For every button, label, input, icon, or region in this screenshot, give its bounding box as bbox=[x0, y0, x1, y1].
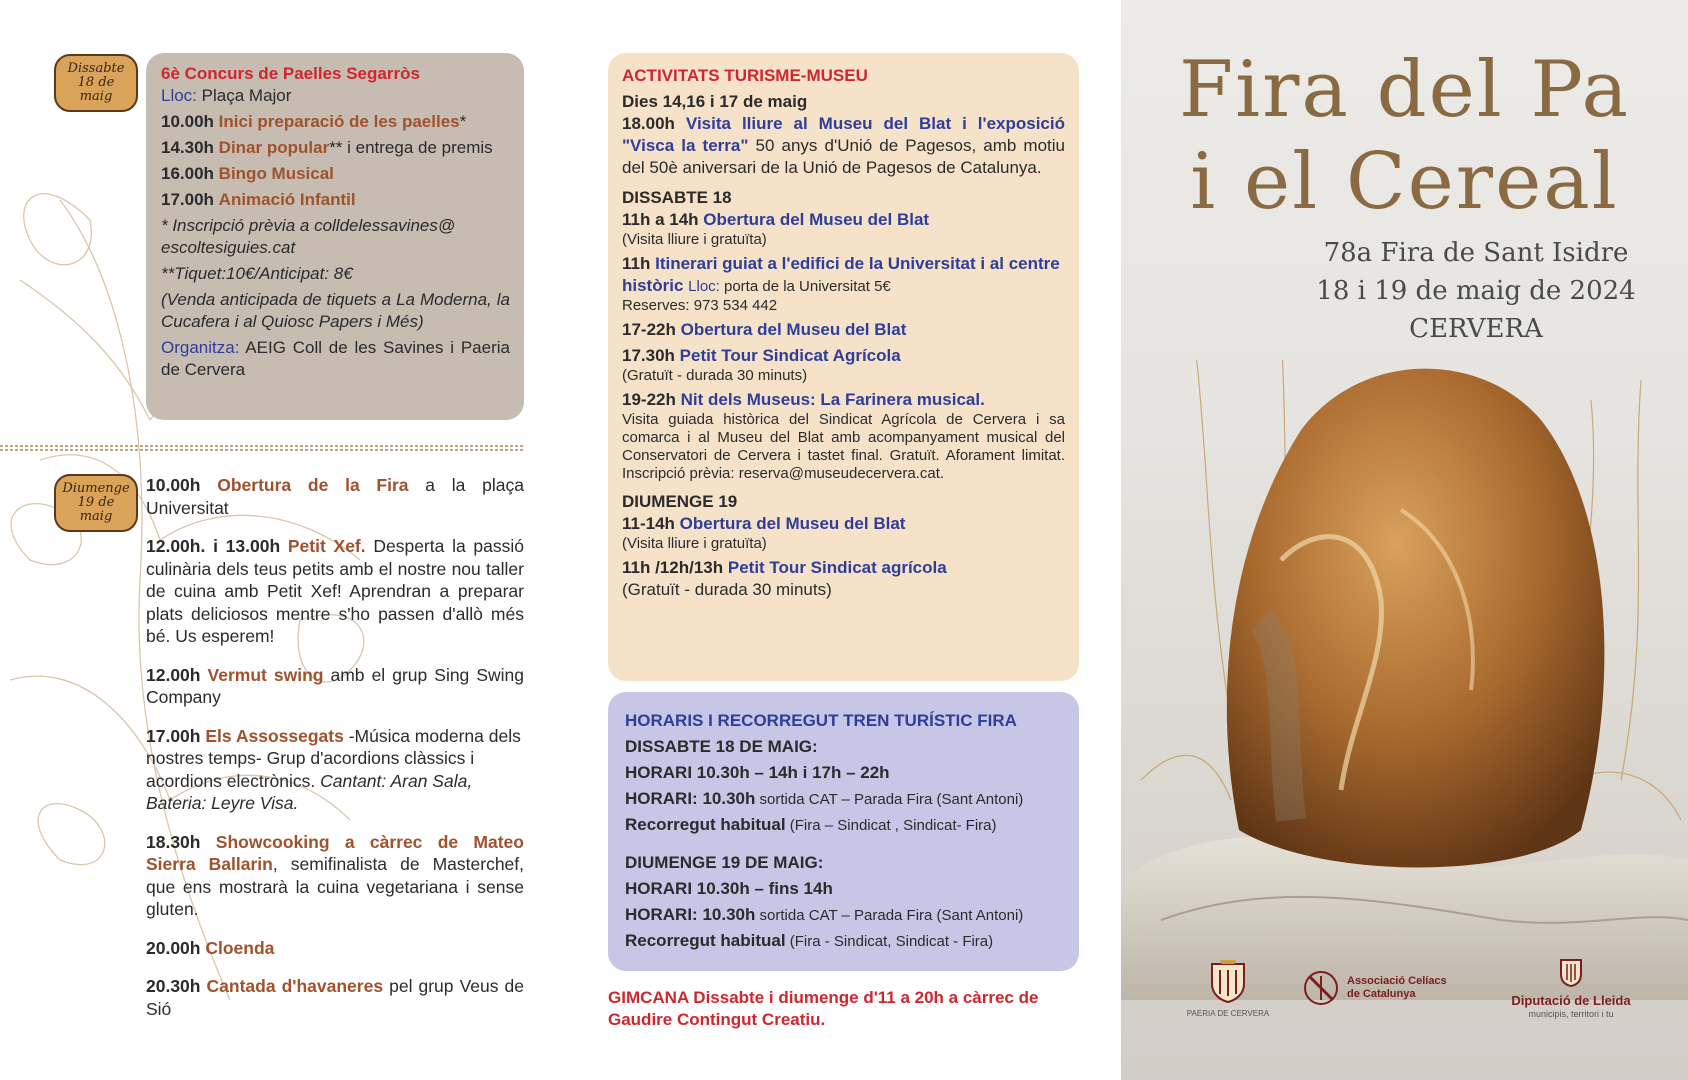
program-item: 18.30h Showcooking a càrrec de Mateo Sierra Ballarin, semifinalista de Masterchef, que ens mostrarà la cuina vegetariana i sense gluten. bbox=[146, 831, 525, 919]
program-item: 12.00h. i 13.00h Petit Xef. Desperta la passió culinària dels teus petits amb el nostre nou taller de cuina amb Petit Xef! Aprendran a preparar plats deliciosos mentre s'ho passen d'allò més bé. Us esperem! bbox=[146, 536, 524, 646]
program-item: 17.00h Els Assossegats -Música moderna dels nostres temps- Grup d'acordions clàssics i acordions electrònics. Cantant: Aran Sala, Bateria: Leyre Visa. bbox=[146, 725, 521, 813]
paelles-title: 6è Concurs de Paelles Segarròs bbox=[161, 64, 420, 83]
dotted-divider bbox=[0, 444, 524, 452]
paelles-note: * Inscripció prèvia a colldelessavines@ escoltesiguies.cat bbox=[161, 216, 456, 257]
program-item: 20.00h Cloenda bbox=[146, 937, 275, 958]
badge-line: Dissabte bbox=[67, 61, 125, 76]
cover-subtitle: 78a Fira de Sant Isidre 18 i 19 de maig de 2024 CERVERA bbox=[1316, 238, 1636, 344]
paeria-logo: PAERIA DE CERVERA bbox=[1173, 958, 1283, 1018]
program-item: 20.30h Cantada d'havaneres pel grup Veus de Sió bbox=[146, 976, 524, 1019]
paelles-item: 14.30h Dinar popular** i entrega de premis bbox=[161, 138, 493, 157]
museum-item: 11h a 14h Obertura del Museu del Blat bbox=[622, 210, 930, 229]
museum-day-heading: DISSABTE 18 bbox=[622, 188, 732, 207]
paelles-item: 17.00h Animació Infantil bbox=[161, 190, 356, 209]
train-title: HORARIS I RECORREGUT TREN TURÍSTIC FIRA bbox=[625, 711, 1017, 730]
museum-item: 17-22h Obertura del Museu del Blat bbox=[622, 320, 907, 339]
celiacs-logo: Associació Celíacs de Catalunya bbox=[1301, 968, 1471, 1008]
sunday-program bbox=[146, 474, 524, 1020]
museum-note: (Gratuït - durada 30 minuts) bbox=[622, 367, 808, 384]
paelles-note: (Venda anticipada de tiquets a La Moderna, la Cucafera i al Quiosc Papers i Més) bbox=[161, 290, 510, 331]
badge-line: 18 de bbox=[77, 75, 115, 90]
museum-note: (Gratuït - durada 30 minuts) bbox=[622, 580, 832, 599]
paelles-item: 10.00h Inici preparació de les paelles* bbox=[161, 112, 467, 131]
museum-item: 19-22h Nit dels Museus: La Farinera musical. bbox=[622, 390, 985, 409]
cover-panel bbox=[1121, 0, 1688, 1080]
museum-item: 11h Itinerari guiat a l'edifici de la Universitat i al centre històric Lloc: porta de la Universitat 5€ bbox=[622, 254, 1060, 295]
program-item: 12.00h Vermut swing amb el grup Sing Swing Company bbox=[146, 664, 524, 707]
museum-day-heading: DIUMENGE 19 bbox=[622, 492, 738, 511]
museum-description: Visita guiada històrica del Sindicat Agrícola de Cervera i sa comarca i al Museu del Blat amb acompanyament musical del Conservatori de Cervera i tastet final. Gratuït. Aforament limitat. Inscripció prèvia: reserva@museudecervera.cat. bbox=[622, 411, 1065, 482]
train-schedule: HORARI 10.30h – fins 14h bbox=[625, 879, 833, 898]
museum-note: (Visita lliure i gratuïta) bbox=[622, 231, 767, 248]
sponsor-logos bbox=[1121, 950, 1688, 1060]
train-route: Recorregut habitual (Fira – Sindicat , Sindicat- Fira) bbox=[625, 815, 997, 834]
train-day: DISSABTE 18 DE MAIG: bbox=[625, 737, 818, 756]
museum-item: 18.00h Visita lliure al Museu del Blat i l'exposició "Visca la terra" 50 anys d'Unió de Pagesos, amb motiu del 50è aniversari de la Unió de Pagesos de Catalunya. bbox=[622, 114, 1065, 177]
bread-illustration bbox=[1121, 360, 1688, 1000]
paelles-note: **Tiquet:10€/Anticipat: 8€ bbox=[161, 264, 353, 283]
museum-item: 17.30h Petit Tour Sindicat Agrícola bbox=[622, 346, 901, 365]
paelles-item: 16.00h Bingo Musical bbox=[161, 164, 334, 183]
diputacio-logo: Diputació de Lleida municipis, territori i tu bbox=[1491, 956, 1651, 1019]
museum-note: (Visita lliure i gratuïta) bbox=[622, 535, 767, 552]
train-schedule: HORARI: 10.30h sortida CAT – Parada Fira (Sant Antoni) bbox=[625, 905, 1024, 924]
saturday-badge bbox=[54, 54, 138, 112]
badge-line: Diumenge bbox=[62, 481, 130, 496]
museum-title: ACTIVITATS TURISME-MUSEU bbox=[622, 66, 868, 85]
train-schedule: HORARI: 10.30h sortida CAT – Parada Fira (Sant Antoni) bbox=[625, 789, 1024, 808]
program-item: 10.00h Obertura de la Fira a la plaça Universitat bbox=[146, 475, 525, 518]
badge-line: maig bbox=[79, 509, 113, 524]
badge-line: maig bbox=[79, 89, 113, 104]
shield-icon bbox=[1208, 958, 1248, 1004]
museum-item: 11-14h Obertura del Museu del Blat bbox=[622, 514, 906, 533]
museum-activities-box bbox=[608, 53, 1079, 681]
tourist-train-box bbox=[608, 692, 1079, 971]
train-day: DIUMENGE 19 DE MAIG: bbox=[625, 853, 824, 872]
paelles-box bbox=[146, 53, 524, 420]
museum-reservations: Reserves: 973 534 442 bbox=[622, 297, 778, 314]
sunday-badge bbox=[54, 474, 138, 532]
gimcana-notice: GIMCANA Dissabte i diumenge d'11 a 20h a càrrec de Gaudire Contingut Creatiu. bbox=[608, 988, 1039, 1029]
train-route: Recorregut habitual (Fira - Sindicat, Sindicat - Fira) bbox=[625, 931, 994, 950]
badge-line: 19 de bbox=[77, 495, 115, 510]
train-schedule: HORARI 10.30h – 14h i 17h – 22h bbox=[625, 763, 890, 782]
paelles-lloc: Lloc: Plaça Major bbox=[161, 86, 292, 105]
paelles-organizer: Organitza: AEIG Coll de les Savines i Paeria de Cervera bbox=[161, 338, 510, 379]
museum-days: Dies 14,16 i 17 de maig bbox=[622, 92, 808, 111]
coat-of-arms-icon bbox=[1558, 956, 1584, 988]
cover-title: Fira del Pa i el Cereal bbox=[1179, 45, 1630, 227]
museum-item: 11h /12h/13h Petit Tour Sindicat agrícola bbox=[622, 558, 947, 577]
wheat-cross-icon bbox=[1301, 968, 1341, 1008]
